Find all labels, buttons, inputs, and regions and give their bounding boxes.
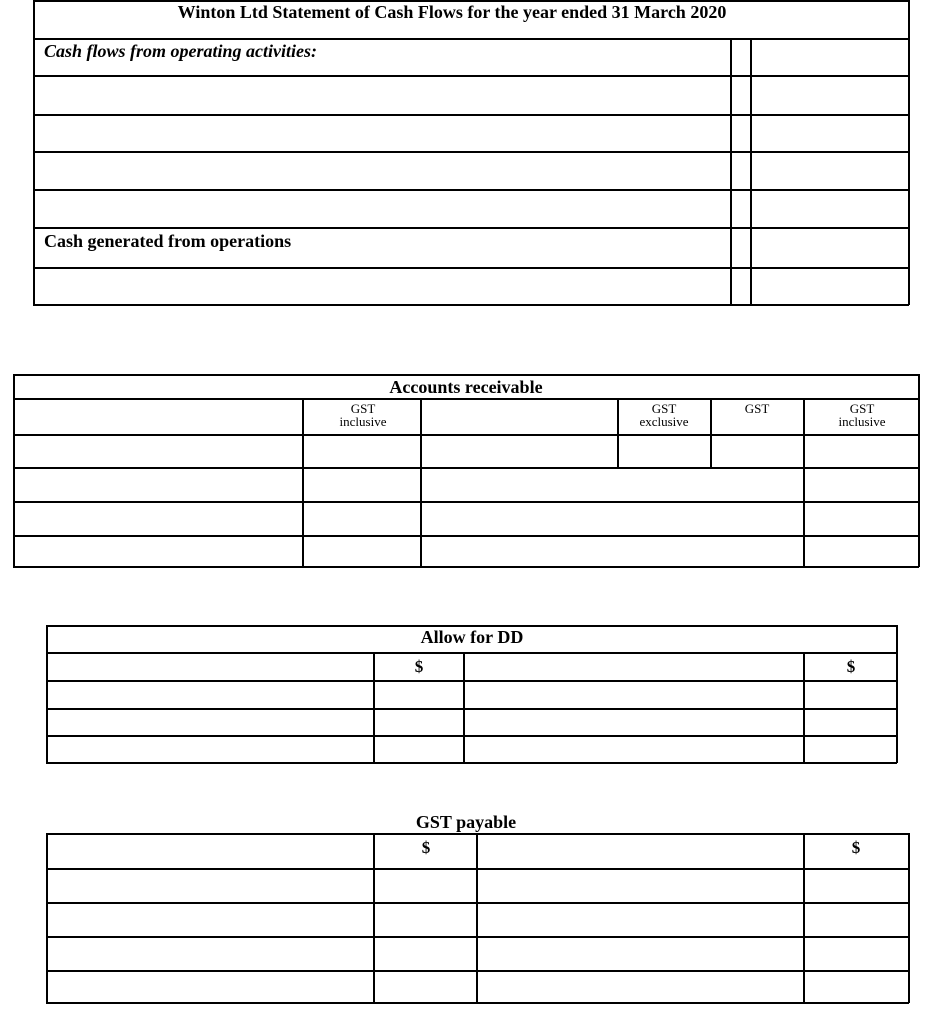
table-border <box>46 833 909 835</box>
row-divider <box>46 680 897 682</box>
row-divider <box>46 902 909 904</box>
table-border <box>46 762 897 764</box>
gst-payable-right-currency: $ <box>851 838 861 857</box>
table-border <box>33 304 909 306</box>
row-divider <box>46 936 909 938</box>
table-border <box>13 374 15 567</box>
column-divider <box>420 398 422 567</box>
column-divider <box>803 398 805 567</box>
row-divider <box>33 38 909 40</box>
column-divider <box>373 652 375 763</box>
column-header-gst-inclusive-right: GST inclusive <box>838 401 886 429</box>
column-header-gst-inclusive: GST inclusive <box>339 401 387 429</box>
column-header-gst: GST <box>744 401 770 416</box>
allow-for-dd-right-currency: $ <box>846 657 856 676</box>
row-divider <box>13 467 919 469</box>
accounts-receivable-title: Accounts receivable <box>389 377 543 397</box>
row-divider <box>46 735 897 737</box>
row-divider <box>33 75 909 77</box>
row-divider <box>13 535 919 537</box>
gst-payable-title: GST payable <box>415 812 517 832</box>
row-divider <box>46 970 909 972</box>
table-border <box>13 374 919 376</box>
column-divider <box>730 38 732 305</box>
row-divider <box>46 652 897 654</box>
cash-generated-label: Cash generated from operations <box>44 231 292 251</box>
column-divider <box>463 652 465 763</box>
allow-for-dd-title: Allow for DD <box>420 627 524 647</box>
table-border <box>46 1002 909 1004</box>
row-divider <box>13 398 919 400</box>
row-divider <box>33 151 909 153</box>
column-header-gst-exclusive: GST exclusive <box>639 401 689 429</box>
table-border <box>33 0 35 305</box>
row-divider <box>46 708 897 710</box>
row-divider <box>33 227 909 229</box>
column-divider <box>476 833 478 1003</box>
table-border <box>46 625 48 763</box>
table-border <box>896 625 898 763</box>
allow-for-dd-left-currency: $ <box>414 657 424 676</box>
column-divider <box>617 398 619 468</box>
column-divider <box>803 833 805 1003</box>
cash-flow-statement-title: Winton Ltd Statement of Cash Flows for the year ended 31 March 2020 <box>177 2 727 22</box>
row-divider <box>13 434 919 436</box>
operating-activities-heading: Cash flows from operating activities: <box>44 41 318 61</box>
row-divider <box>33 114 909 116</box>
row-divider <box>33 267 909 269</box>
row-divider <box>33 189 909 191</box>
table-border <box>908 833 910 1003</box>
table-border <box>908 0 910 305</box>
row-divider <box>13 501 919 503</box>
column-divider <box>302 398 304 567</box>
column-divider <box>750 38 752 305</box>
table-border <box>46 833 48 1003</box>
table-border <box>13 566 919 568</box>
table-border <box>918 374 920 567</box>
column-divider <box>710 398 712 468</box>
column-divider <box>373 833 375 1003</box>
gst-payable-left-currency: $ <box>421 838 431 857</box>
row-divider <box>46 868 909 870</box>
column-divider <box>803 652 805 763</box>
